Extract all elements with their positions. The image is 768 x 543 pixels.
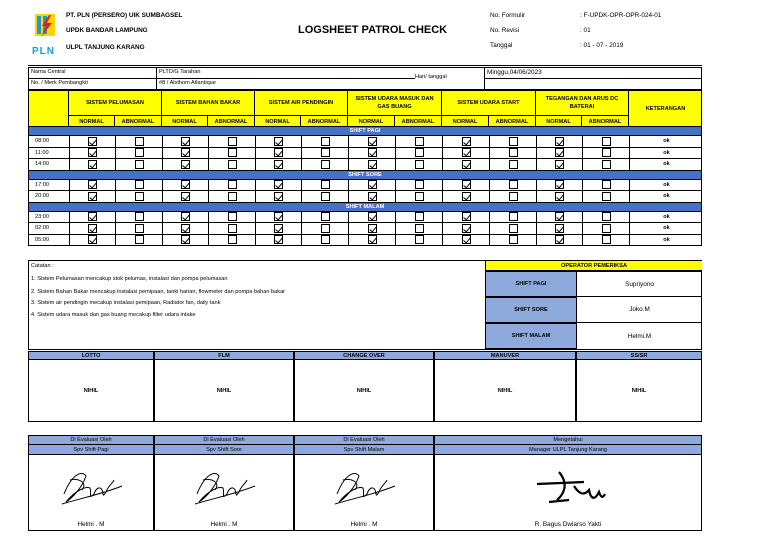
abnormal-checkbox[interactable] <box>509 192 518 201</box>
normal-checkbox[interactable] <box>462 212 471 221</box>
normal-checkbox[interactable] <box>368 148 377 157</box>
abnormal-checkbox[interactable] <box>602 235 611 244</box>
system-header: TEGANGAN DAN ARUS DC BATERAI <box>535 90 628 116</box>
abnormal-header: ABNORMAL <box>488 116 535 127</box>
abnormal-header: ABNORMAL <box>581 116 628 127</box>
abnormal-checkbox[interactable] <box>602 192 611 201</box>
abnormal-checkbox[interactable] <box>509 148 518 157</box>
abnormal-checkbox[interactable] <box>321 137 330 146</box>
normal-checkbox[interactable] <box>88 148 97 157</box>
operator-shift-malam: SHIFT MALAM <box>485 323 577 349</box>
abnormal-checkbox[interactable] <box>415 224 424 233</box>
nama-central-value: PLTD/G Tarahan <box>159 69 201 75</box>
normal-checkbox[interactable] <box>368 224 377 233</box>
row-time: 20:00 <box>35 193 49 199</box>
keterangan-header: KETERANGAN <box>628 90 702 127</box>
normal-checkbox[interactable] <box>555 148 564 157</box>
normal-checkbox[interactable] <box>462 192 471 201</box>
keterangan-value: ok <box>629 159 703 170</box>
normal-checkbox[interactable] <box>555 160 564 169</box>
abnormal-checkbox[interactable] <box>135 192 144 201</box>
logo-text: PLN <box>32 46 55 57</box>
meta-revisi-value: : 01 <box>580 27 591 34</box>
event-value: NIHIL <box>576 360 702 422</box>
normal-checkbox[interactable] <box>462 137 471 146</box>
normal-checkbox[interactable] <box>368 212 377 221</box>
company-line-2: UPDK BANDAR LAMPUNG <box>66 27 148 34</box>
abnormal-checkbox[interactable] <box>228 192 237 201</box>
normal-checkbox[interactable] <box>274 180 283 189</box>
normal-checkbox[interactable] <box>274 235 283 244</box>
system-header: SISTEM BAHAN BAKAR <box>161 90 254 116</box>
normal-checkbox[interactable] <box>462 148 471 157</box>
row-time: 11:00 <box>35 149 49 156</box>
abnormal-checkbox[interactable] <box>602 224 611 233</box>
abnormal-checkbox[interactable] <box>509 212 518 221</box>
abnormal-checkbox[interactable] <box>509 160 518 169</box>
abnormal-checkbox[interactable] <box>135 137 144 146</box>
event-label: MANUVER <box>434 351 576 360</box>
keterangan-value: ok <box>629 180 703 191</box>
normal-header: NORMAL <box>441 116 488 127</box>
abnormal-checkbox[interactable] <box>321 148 330 157</box>
system-header: SISTEM AIR PENDINGIN <box>254 90 347 116</box>
abnormal-checkbox[interactable] <box>602 160 611 169</box>
normal-checkbox[interactable] <box>181 192 190 201</box>
system-header: SISTEM UDARA START <box>441 90 535 116</box>
abnormal-checkbox[interactable] <box>228 235 237 244</box>
event-value: NIHIL <box>28 360 154 422</box>
header <box>28 8 702 66</box>
abnormal-checkbox[interactable] <box>321 212 330 221</box>
signature-section <box>28 435 702 531</box>
abnormal-checkbox[interactable] <box>228 224 237 233</box>
event-label: SS/SR <box>576 351 702 360</box>
spv-signature-block <box>294 435 434 531</box>
system-header: SISTEM UDARA MASUK DAN GAS BUANG <box>347 90 441 116</box>
normal-checkbox[interactable] <box>274 137 283 146</box>
systems-table <box>28 90 702 258</box>
normal-checkbox[interactable] <box>181 235 190 244</box>
abnormal-checkbox[interactable] <box>321 180 330 189</box>
meta-formulir-label: No. Formulir <box>490 12 526 19</box>
abnormal-checkbox[interactable] <box>228 212 237 221</box>
manager-signature-block <box>434 435 702 531</box>
abnormal-checkbox[interactable] <box>135 212 144 221</box>
normal-checkbox[interactable] <box>88 212 97 221</box>
abnormal-header: ABNORMAL <box>207 116 254 127</box>
catatan-item: 2. Sistem Bahan Bakar mencakup instalasi pemipaan, tanki harian, flowmeter dan pompa bahan bakar <box>31 289 286 295</box>
abnormal-checkbox[interactable] <box>602 212 611 221</box>
abnormal-checkbox[interactable] <box>602 180 611 189</box>
abnormal-checkbox[interactable] <box>509 235 518 244</box>
normal-header: NORMAL <box>535 116 581 127</box>
signature-name: Helmi . M <box>350 520 378 528</box>
shift-band: SHIFT SORE <box>28 171 702 180</box>
normal-checkbox[interactable] <box>462 180 471 189</box>
signature-scribble-icon <box>52 464 132 510</box>
company-line-1: PT. PLN (PERSERO) UIK SUMBAGSEL <box>66 12 183 19</box>
normal-checkbox[interactable] <box>368 192 377 201</box>
table-row <box>28 180 702 192</box>
abnormal-checkbox[interactable] <box>228 180 237 189</box>
no-merk-label: No. / Merk Pembangkit <box>31 80 88 86</box>
normal-header: NORMAL <box>68 116 114 127</box>
normal-checkbox[interactable] <box>555 212 564 221</box>
catatan-item: 3. Sistem air pendingin mecakup instalasi pemipaan, Radiator fan, daily tank <box>31 300 221 306</box>
normal-header: NORMAL <box>254 116 300 127</box>
spv-signature-block <box>154 435 294 531</box>
signature-scribble-icon <box>325 464 405 510</box>
normal-checkbox[interactable] <box>555 180 564 189</box>
normal-checkbox[interactable] <box>88 180 97 189</box>
normal-header: NORMAL <box>347 116 394 127</box>
abnormal-checkbox[interactable] <box>135 148 144 157</box>
row-time: 02:00 <box>35 225 49 231</box>
abnormal-checkbox[interactable] <box>321 224 330 233</box>
normal-checkbox[interactable] <box>88 160 97 169</box>
abnormal-checkbox[interactable] <box>415 212 424 221</box>
normal-checkbox[interactable] <box>274 224 283 233</box>
signature-scribble-icon <box>185 464 265 510</box>
normal-checkbox[interactable] <box>462 235 471 244</box>
table-row <box>28 159 702 171</box>
event-label: LOTTO <box>28 351 154 360</box>
event-value: NIHIL <box>154 360 294 422</box>
pln-logo <box>32 12 58 57</box>
event-label: FLM <box>154 351 294 360</box>
normal-checkbox[interactable] <box>368 235 377 244</box>
operator-shift-sore: SHIFT SORE <box>485 297 577 323</box>
operator-name-pagi: Supriyono <box>577 271 702 297</box>
keterangan-value: ok <box>629 212 703 223</box>
hari-value: Minggu,04/06/2023 <box>487 69 542 76</box>
signature-role: Di Evaluasi Oleh <box>155 436 293 445</box>
signature-name: R. Bagus Dwiarso Yakti <box>534 520 602 528</box>
lightning-logo-icon <box>32 12 58 40</box>
abnormal-checkbox[interactable] <box>509 137 518 146</box>
abnormal-checkbox[interactable] <box>509 180 518 189</box>
normal-checkbox[interactable] <box>181 224 190 233</box>
normal-checkbox[interactable] <box>181 137 190 146</box>
abnormal-checkbox[interactable] <box>415 192 424 201</box>
row-time: 23:00 <box>35 213 49 220</box>
normal-checkbox[interactable] <box>88 235 97 244</box>
operator-box <box>485 261 702 349</box>
abnormal-checkbox[interactable] <box>228 160 237 169</box>
normal-checkbox[interactable] <box>462 224 471 233</box>
hari-label: Hari/ tanggal <box>415 74 447 80</box>
row-time: 08:00 <box>35 138 49 144</box>
company-line-3: ULPL TANJUNG KARANG <box>66 44 145 51</box>
normal-checkbox[interactable] <box>88 224 97 233</box>
table-row <box>28 191 702 203</box>
signature-title: Spv Shift Malam <box>295 445 433 455</box>
normal-checkbox[interactable] <box>88 137 97 146</box>
abnormal-checkbox[interactable] <box>228 148 237 157</box>
normal-checkbox[interactable] <box>462 160 471 169</box>
signature-scribble-icon <box>529 464 609 510</box>
row-time: 05:00 <box>35 236 49 243</box>
info-section <box>28 67 702 90</box>
signature-name: Helmi . M <box>77 520 105 528</box>
normal-checkbox[interactable] <box>274 212 283 221</box>
abnormal-checkbox[interactable] <box>228 137 237 146</box>
event-label: CHANGE OVER <box>294 351 434 360</box>
normal-checkbox[interactable] <box>181 160 190 169</box>
normal-header: NORMAL <box>161 116 207 127</box>
normal-checkbox[interactable] <box>274 160 283 169</box>
normal-checkbox[interactable] <box>181 148 190 157</box>
keterangan-value: ok <box>629 191 703 202</box>
meta-formulir-value: : F-UPDK-OPR-OPR-024-01 <box>580 12 662 19</box>
signature-title: Spv Shift Sore <box>155 445 293 455</box>
normal-checkbox[interactable] <box>274 192 283 201</box>
abnormal-header: ABNORMAL <box>394 116 441 127</box>
normal-checkbox[interactable] <box>368 160 377 169</box>
keterangan-value: ok <box>629 148 703 159</box>
abnormal-checkbox[interactable] <box>415 235 424 244</box>
abnormal-checkbox[interactable] <box>415 180 424 189</box>
abnormal-checkbox[interactable] <box>135 180 144 189</box>
shift-band: SHIFT PAGI <box>28 127 702 136</box>
abnormal-checkbox[interactable] <box>415 148 424 157</box>
operator-title: OPERATOR PEMERIKSA <box>485 261 702 271</box>
table-row <box>28 223 702 235</box>
abnormal-checkbox[interactable] <box>602 148 611 157</box>
table-row <box>28 212 702 224</box>
abnormal-checkbox[interactable] <box>602 137 611 146</box>
events-section <box>28 351 702 423</box>
table-row <box>28 235 702 247</box>
meta-tanggal-label: Tanggal <box>490 42 513 49</box>
normal-checkbox[interactable] <box>555 192 564 201</box>
normal-checkbox[interactable] <box>368 137 377 146</box>
operator-name-sore: Joko.M <box>577 297 702 323</box>
abnormal-checkbox[interactable] <box>415 160 424 169</box>
event-value: NIHIL <box>434 360 576 422</box>
abnormal-checkbox[interactable] <box>135 160 144 169</box>
shift-band: SHIFT MALAM <box>28 203 702 212</box>
normal-checkbox[interactable] <box>555 224 564 233</box>
nama-central-label: Nama Central <box>31 69 66 75</box>
abnormal-header: ABNORMAL <box>300 116 347 127</box>
normal-checkbox[interactable] <box>181 212 190 221</box>
normal-checkbox[interactable] <box>274 148 283 157</box>
abnormal-checkbox[interactable] <box>321 192 330 201</box>
table-row <box>28 148 702 160</box>
normal-checkbox[interactable] <box>555 235 564 244</box>
normal-checkbox[interactable] <box>368 180 377 189</box>
abnormal-checkbox[interactable] <box>509 224 518 233</box>
event-value: NIHIL <box>294 360 434 422</box>
abnormal-checkbox[interactable] <box>135 235 144 244</box>
keterangan-value: ok <box>629 136 703 147</box>
catatan-item: 1. Sistem Pelumasan mencakup stok pelumas, instalasi dan pompa pelumasan <box>31 276 228 282</box>
catatan-item: 4. Sistem udara masuk dan gas buang mecakup filter udara intake <box>31 312 196 318</box>
signature-role: Di Evaluasi Oleh <box>29 436 153 445</box>
abnormal-checkbox[interactable] <box>415 137 424 146</box>
abnormal-header: ABNORMAL <box>114 116 161 127</box>
abnormal-checkbox[interactable] <box>135 224 144 233</box>
signature-role: Mengetahui <box>435 436 701 445</box>
spv-signature-block <box>28 435 154 531</box>
operator-shift-pagi: SHIFT PAGI <box>485 271 577 297</box>
keterangan-value: ok <box>629 235 703 246</box>
row-time: 14:00 <box>35 161 49 167</box>
abnormal-checkbox[interactable] <box>321 160 330 169</box>
signature-title: Manager ULPL Tanjung Karang <box>435 445 701 455</box>
signature-name: Helmi . M <box>210 520 238 528</box>
operator-name-malam: Helmi.M <box>627 332 652 340</box>
signature-role: Di Evaluasi Oleh <box>295 436 433 445</box>
abnormal-checkbox[interactable] <box>321 235 330 244</box>
meta-tanggal-value: : 01 - 07 - 2019 <box>580 42 624 49</box>
normal-checkbox[interactable] <box>555 137 564 146</box>
page-title: LOGSHEET PATROL CHECK <box>298 24 448 36</box>
table-row <box>28 136 702 148</box>
system-header: SISTEM PELUMASAN <box>68 90 161 116</box>
meta-revisi-label: No. Revisi <box>490 27 520 34</box>
catatan-title: Catatan : <box>31 263 54 269</box>
catatan-section <box>28 260 702 350</box>
no-merk-value: #8 / Alsthom Atlantique <box>159 80 216 86</box>
row-time: 17:00 <box>35 181 49 188</box>
keterangan-value: ok <box>629 223 703 234</box>
normal-checkbox[interactable] <box>181 180 190 189</box>
normal-checkbox[interactable] <box>88 192 97 201</box>
signature-title: Spv Shift Pagi <box>29 445 153 455</box>
